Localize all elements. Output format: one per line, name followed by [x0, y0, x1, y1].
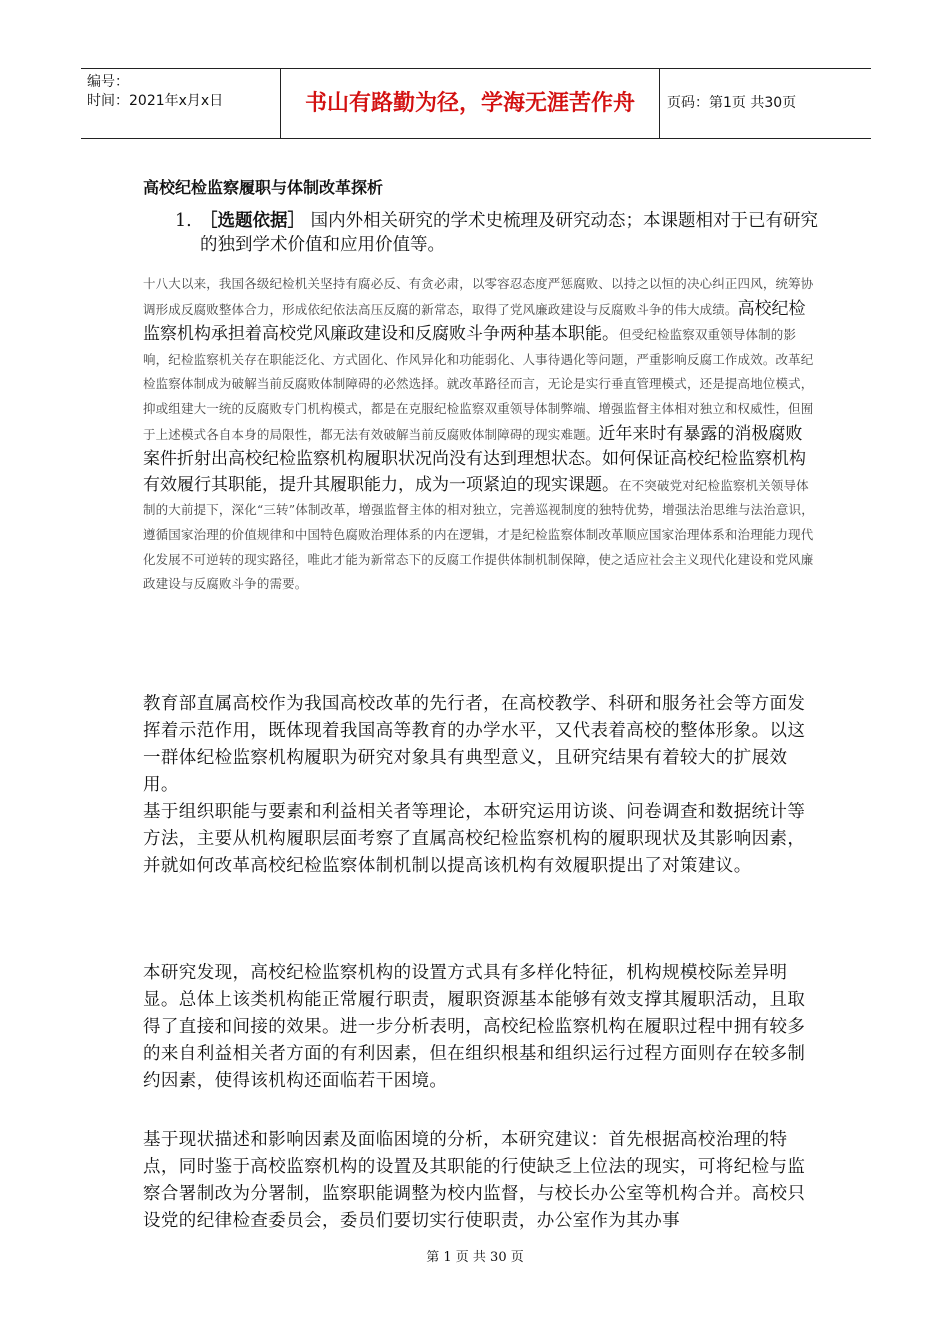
paragraph-background	[143, 272, 815, 597]
header-page-number: 页码：第1页 共30页	[667, 95, 797, 111]
header-motto: 书山有路勤为径，学海无涯苦作舟	[281, 69, 660, 138]
page-footer: 第 1 页 共 30 页	[426, 1250, 524, 1265]
document-date-label: 时间：2021年x月x日	[87, 93, 224, 109]
header-meta	[81, 69, 281, 138]
list-item-text: 国内外相关研究的学术史梳理及研究动态；本课题相对于已有研究的独到学术价值和应用价值等。	[200, 211, 819, 255]
paragraph-sentence: 在不突破党对纪检监察机关领导体制的大前提下，深化“三转”体制改革，增强监督主体的相对独立，完善巡视制度的独特优势，增强法治思维与法治意识，遵循国家治理的价值规律和中国特色腐败治理体系的内在逻辑，才是纪检监察体制改革顺应国家治理体系和治理能力现代化发展不可逆转的现实路径，唯此才能为新常态下的反腐工作提供体制机制保障，使之适应社会主义现代化建设和党风廉政建设与反腐败斗争的需要。	[143, 477, 814, 592]
list-item-topic-basis	[175, 209, 825, 257]
page-header	[81, 68, 871, 139]
paragraph-sentence-emphasis: 高校纪检监察机构承担着高校党风廉政建设和反腐败斗争两种基本职能。	[143, 298, 806, 345]
paragraph-sentence: 但受纪检监察双重领导体制的影响，纪检监察机关存在职能泛化、方式固化、作风异化和功能弱化、人事待遇化等问题，严重影响反腐工作成效。改革纪检监察体制成为破解当前反腐败体制障碍的必然选择。就改革路径而言，无论是实行垂直管理模式，还是提高地位模式，抑或组建大一统的反腐败专门机构模式，都是在克服纪检监察双重领导体制弊端、增强监督主体相对独立和权威性，但囿于上述模式各自本身的局限性，都无法有效破解当前反腐败体制障碍的现实难题。	[143, 327, 814, 442]
document-title: 高校纪检监察履职与体制改革探析	[143, 178, 384, 197]
paragraph-suggestions: 基于现状描述和影响因素及面临困境的分析，本研究建议：首先根据高校治理的特点，同时鉴于高校监察机构的设置及其职能的行使缺乏上位法的现实，可将纪检与监察合署制改为分署制，监察职能调整为校内监督，与校长办公室等机构合并。高校只设党的纪律检查委员会，委员们要切实行使职责，办公室作为其办事	[143, 1130, 806, 1231]
paragraph-findings: 本研究发现，高校纪检监察机构的设置方式具有多样化特征，机构规模校际差异明显。总体上该类机构能正常履行职责，履职资源基本能够有效支撑其履职活动，且取得了直接和间接的效果。进一步分析表明，高校纪检监察机构在履职过程中拥有较多的来自利益相关者方面的有利因素，但在组织根基和组织运行过程方面则存在较多制约因素，使得该机构还面临若干困境。	[143, 963, 806, 1091]
paragraph-sentence-emphasis: 近年来时有暴露的消极腐败案件折射出高校纪检监察机构履职状况尚没有达到理想状态。如何保证高校纪检监察机构有效履行其职能，提升其履职能力，成为一项紧迫的现实课题。	[143, 423, 806, 495]
list-item-label: ［选题依据］	[200, 211, 305, 231]
paragraph-research-object: 教育部直属高校作为我国高校改革的先行者，在高校教学、科研和服务社会等方面发挥着示范作用，既体现着我国高等教育的办学水平，又代表着高校的整体形象。以这一群体纪检监察机构履职为研究对象具有典型意义，且研究结果有着较大的扩展效用。	[143, 694, 806, 795]
document-number-label: 编号：	[87, 74, 129, 90]
list-item-number: 1.	[175, 211, 192, 231]
paragraph-sentence: 十八大以来，我国各级纪检机关坚持有腐必反、有贪必肃，以零容忍态度严惩腐败、以持之以恒的决心纠正四风，统筹协调形成反腐败整体合力，形成依纪依法高压反腐的新常态，取得了党风廉政建设与反腐败斗争的伟大成绩。	[143, 276, 814, 317]
paragraph-research-method: 基于组织职能与要素和利益相关者等理论，本研究运用访谈、问卷调查和数据统计等方法，主要从机构履职层面考察了直属高校纪检监察机构的履职现状及其影响因素，并就如何改革高校纪检监察体制机制以提高该机构有效履职提出了对策建议。	[143, 802, 806, 876]
